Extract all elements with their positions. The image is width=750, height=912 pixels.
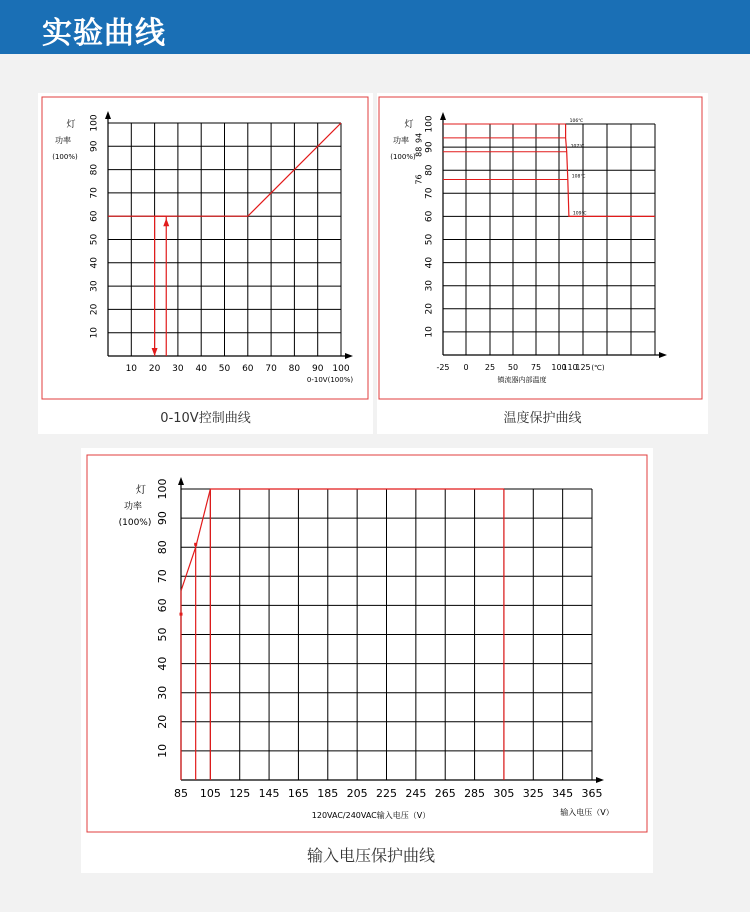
y-tick-label: 100 — [89, 114, 100, 132]
x-tick-label: 125 — [229, 787, 251, 800]
chart-caption: 0-10V控制曲线 — [160, 411, 251, 426]
y-tick-label: 60 — [89, 210, 100, 222]
y-tick-extra-label: 94 — [414, 132, 424, 143]
x-tick-label: 50 — [507, 363, 519, 372]
y-axis-arrow — [440, 112, 446, 120]
chart-temperature-protection — [377, 93, 708, 434]
x-tick-label: 145 — [258, 787, 280, 800]
x-tick-label: 20 — [148, 364, 161, 374]
temperature-label: 109℃ — [572, 211, 587, 217]
x-tick-label: 185 — [317, 787, 339, 800]
y-axis-arrow — [178, 477, 184, 485]
y-axis-label-unit: (100%) — [390, 153, 416, 161]
x-axis-label: 120VAC/240VAC输入电压（V） — [311, 811, 431, 820]
x-tick-label: 75 — [530, 363, 542, 372]
y-tick-label: 10 — [156, 743, 169, 758]
x-axis-arrow — [596, 777, 604, 783]
curve-marker — [194, 543, 197, 546]
x-tick-label: -25 — [436, 363, 450, 372]
y-axis-label-power: 功率 — [123, 502, 143, 512]
y-tick-label: 90 — [89, 140, 100, 153]
y-tick-label: 90 — [156, 511, 169, 526]
x-tick-label: 60 — [242, 364, 254, 374]
y-tick-label: 20 — [424, 303, 435, 315]
x-tick-label: 165 — [287, 787, 309, 800]
chart-card-0-10v — [38, 93, 373, 434]
y-tick-label: 70 — [156, 569, 169, 584]
x-tick-label: 70 — [265, 364, 277, 374]
y-tick-label: 70 — [424, 187, 435, 200]
y-axis-label-unit: (100%) — [118, 518, 152, 528]
y-tick-label: 70 — [89, 187, 100, 199]
x-tick-label: 245 — [405, 787, 427, 800]
x-tick-label: 100 — [332, 364, 350, 374]
y-axis-label-lamp: 灯 — [136, 485, 146, 496]
y-axis-label-power: 功率 — [55, 136, 71, 145]
y-tick-label: 60 — [424, 210, 435, 223]
x-tick-label: 365 — [581, 787, 603, 800]
chart-0-10v — [38, 93, 373, 434]
x-tick-label: 100 — [551, 363, 567, 372]
y-tick-label: 40 — [89, 257, 100, 269]
y-tick-label: 40 — [424, 256, 435, 269]
x-axis-unit: (℃) — [591, 364, 605, 372]
y-tick-label: 20 — [156, 714, 169, 729]
x-tick-label: 30 — [172, 364, 184, 374]
x-tick-label: 305 — [493, 787, 515, 800]
x-tick-label: 265 — [434, 787, 456, 800]
x-tick-label: 10 — [125, 364, 138, 374]
y-tick-label: 40 — [156, 656, 169, 671]
y-tick-label: 30 — [156, 685, 169, 700]
y-axis-label-power: 功率 — [393, 136, 409, 145]
temperature-label: 107℃ — [570, 144, 585, 150]
y-tick-label: 20 — [89, 303, 100, 316]
y-tick-label: 100 — [424, 115, 435, 133]
y-axis-label-lamp: 灯 — [66, 120, 76, 130]
chart-card-temperature — [377, 93, 708, 434]
y-tick-label: 30 — [424, 279, 435, 292]
y-tick-label: 80 — [156, 540, 169, 555]
y-tick-label: 50 — [156, 627, 169, 642]
x-tick-label: 50 — [218, 364, 231, 374]
curve-marker — [180, 613, 183, 616]
annotation-arrow-down — [152, 348, 158, 356]
annotation-arrow-up — [163, 218, 169, 226]
x-axis-label-secondary: 输入电压（V） — [560, 808, 614, 817]
y-tick-extra-label: 76 — [414, 174, 424, 185]
x-axis-label: 镇流器内部温度 — [497, 376, 547, 384]
y-tick-label: 100 — [156, 478, 169, 500]
x-tick-label: 110 — [562, 363, 578, 372]
temperature-label: 106℃ — [569, 119, 584, 124]
y-axis-label-unit: (100%) — [52, 153, 78, 161]
x-tick-label: 205 — [346, 787, 368, 800]
x-tick-label: 80 — [288, 364, 301, 374]
y-tick-label: 80 — [424, 164, 435, 176]
temperature-label: 108℃ — [571, 174, 586, 180]
x-axis-arrow — [345, 353, 353, 359]
x-tick-label: 0 — [463, 363, 469, 372]
page-title: 实验曲线 — [42, 16, 166, 51]
y-tick-label: 30 — [89, 280, 100, 292]
page-header — [0, 0, 750, 54]
x-tick-label: 85 — [174, 787, 188, 800]
x-tick-label: 325 — [522, 787, 544, 800]
x-tick-label: 345 — [552, 787, 574, 800]
x-tick-label: 225 — [376, 787, 397, 800]
x-tick-label: 285 — [464, 787, 486, 800]
x-tick-label: 125 — [575, 363, 591, 372]
x-tick-label: 105 — [199, 787, 221, 800]
y-axis-label-lamp: 灯 — [404, 120, 414, 130]
chart-caption: 输入电压保护曲线 — [306, 846, 435, 865]
y-tick-label: 10 — [89, 326, 100, 339]
y-tick-label: 90 — [424, 141, 435, 153]
y-tick-label: 50 — [89, 233, 100, 246]
y-tick-label: 60 — [156, 598, 169, 613]
x-axis-arrow — [659, 352, 667, 358]
x-axis-label: 0-10V(100%) — [306, 376, 354, 384]
chart-voltage-protection — [81, 448, 653, 873]
chart-card-voltage — [81, 448, 653, 873]
y-axis-arrow — [105, 111, 111, 119]
y-tick-label: 50 — [424, 233, 435, 246]
x-tick-label: 90 — [311, 364, 324, 374]
y-tick-label: 80 — [89, 163, 100, 176]
y-tick-extra-label: 88 — [414, 146, 424, 157]
x-tick-label: 25 — [484, 363, 496, 372]
x-tick-label: 40 — [195, 364, 207, 374]
chart-caption: 温度保护曲线 — [503, 411, 582, 426]
y-tick-label: 10 — [424, 326, 435, 338]
